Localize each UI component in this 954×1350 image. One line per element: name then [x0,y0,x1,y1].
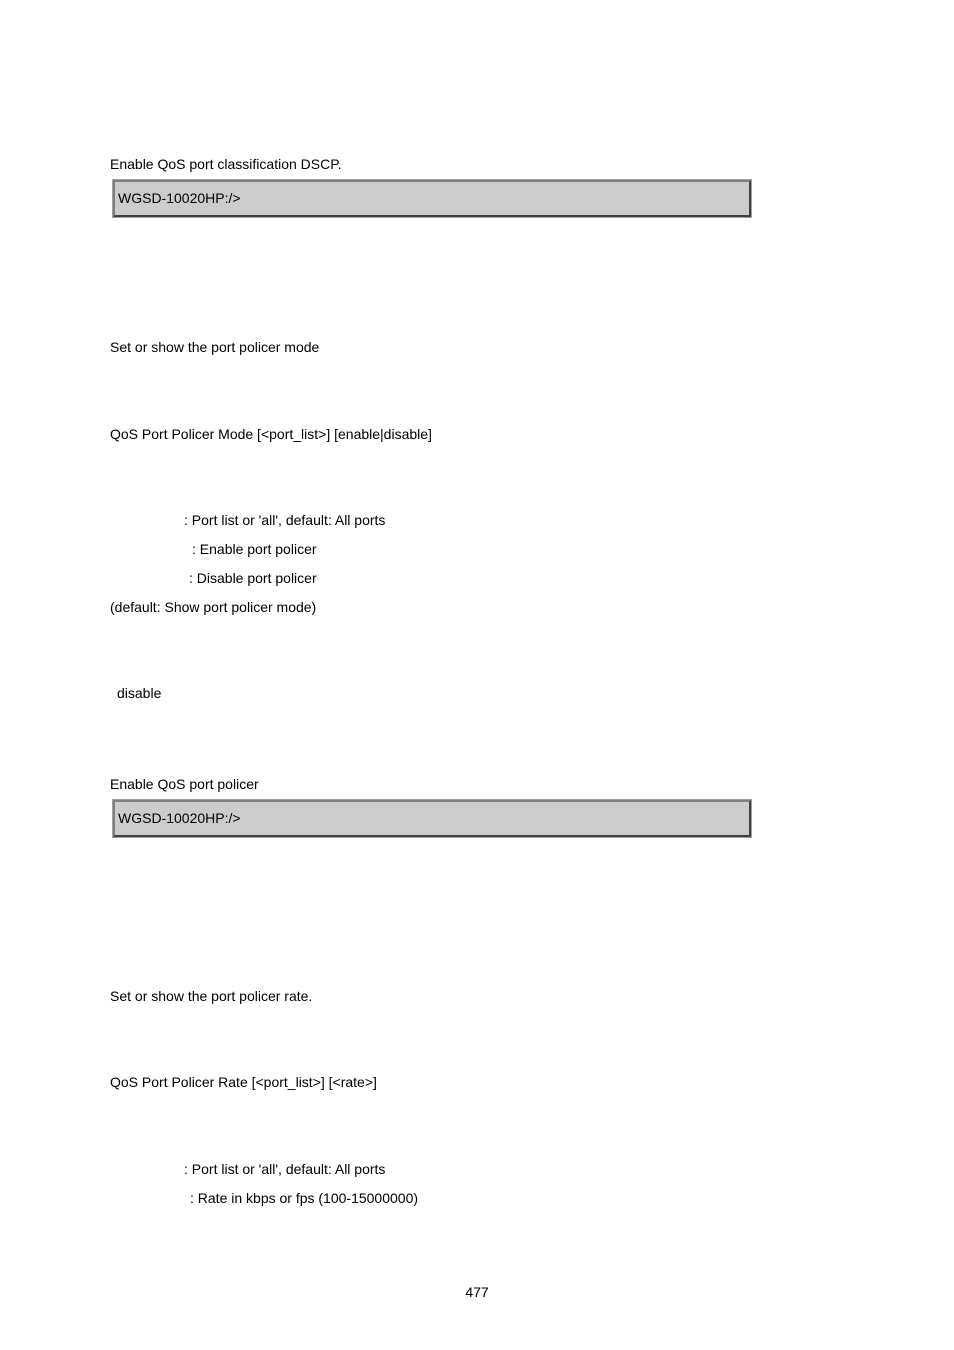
param-disable: : Disable port policer [189,570,317,586]
command-box [113,180,751,217]
command-description: Set or show the port policer mode [110,339,320,355]
command-syntax: QoS Port Policer Mode [<port_list>] [enable|disable] [110,426,432,442]
default-value: disable [117,685,162,701]
example-description: Enable QoS port classification DSCP. [110,156,342,172]
param-port-list: : Port list or 'all', default: All ports [184,512,386,528]
param-port-list: : Port list or 'all', default: All ports [184,1161,386,1177]
command-prompt: WGSD-10020HP:/> [118,190,241,206]
command-description: Set or show the port policer rate. [110,988,313,1004]
param-rate: : Rate in kbps or fps (100-15000000) [190,1190,419,1206]
command-prompt: WGSD-10020HP:/> [118,810,241,826]
example-description: Enable QoS port policer [110,776,259,792]
command-syntax: QoS Port Policer Rate [<port_list>] [<rate>] [110,1074,377,1090]
param-default-note: (default: Show port policer mode) [110,599,317,615]
param-enable: : Enable port policer [192,541,317,557]
command-box [113,800,751,837]
page-number: 477 [465,1284,489,1300]
